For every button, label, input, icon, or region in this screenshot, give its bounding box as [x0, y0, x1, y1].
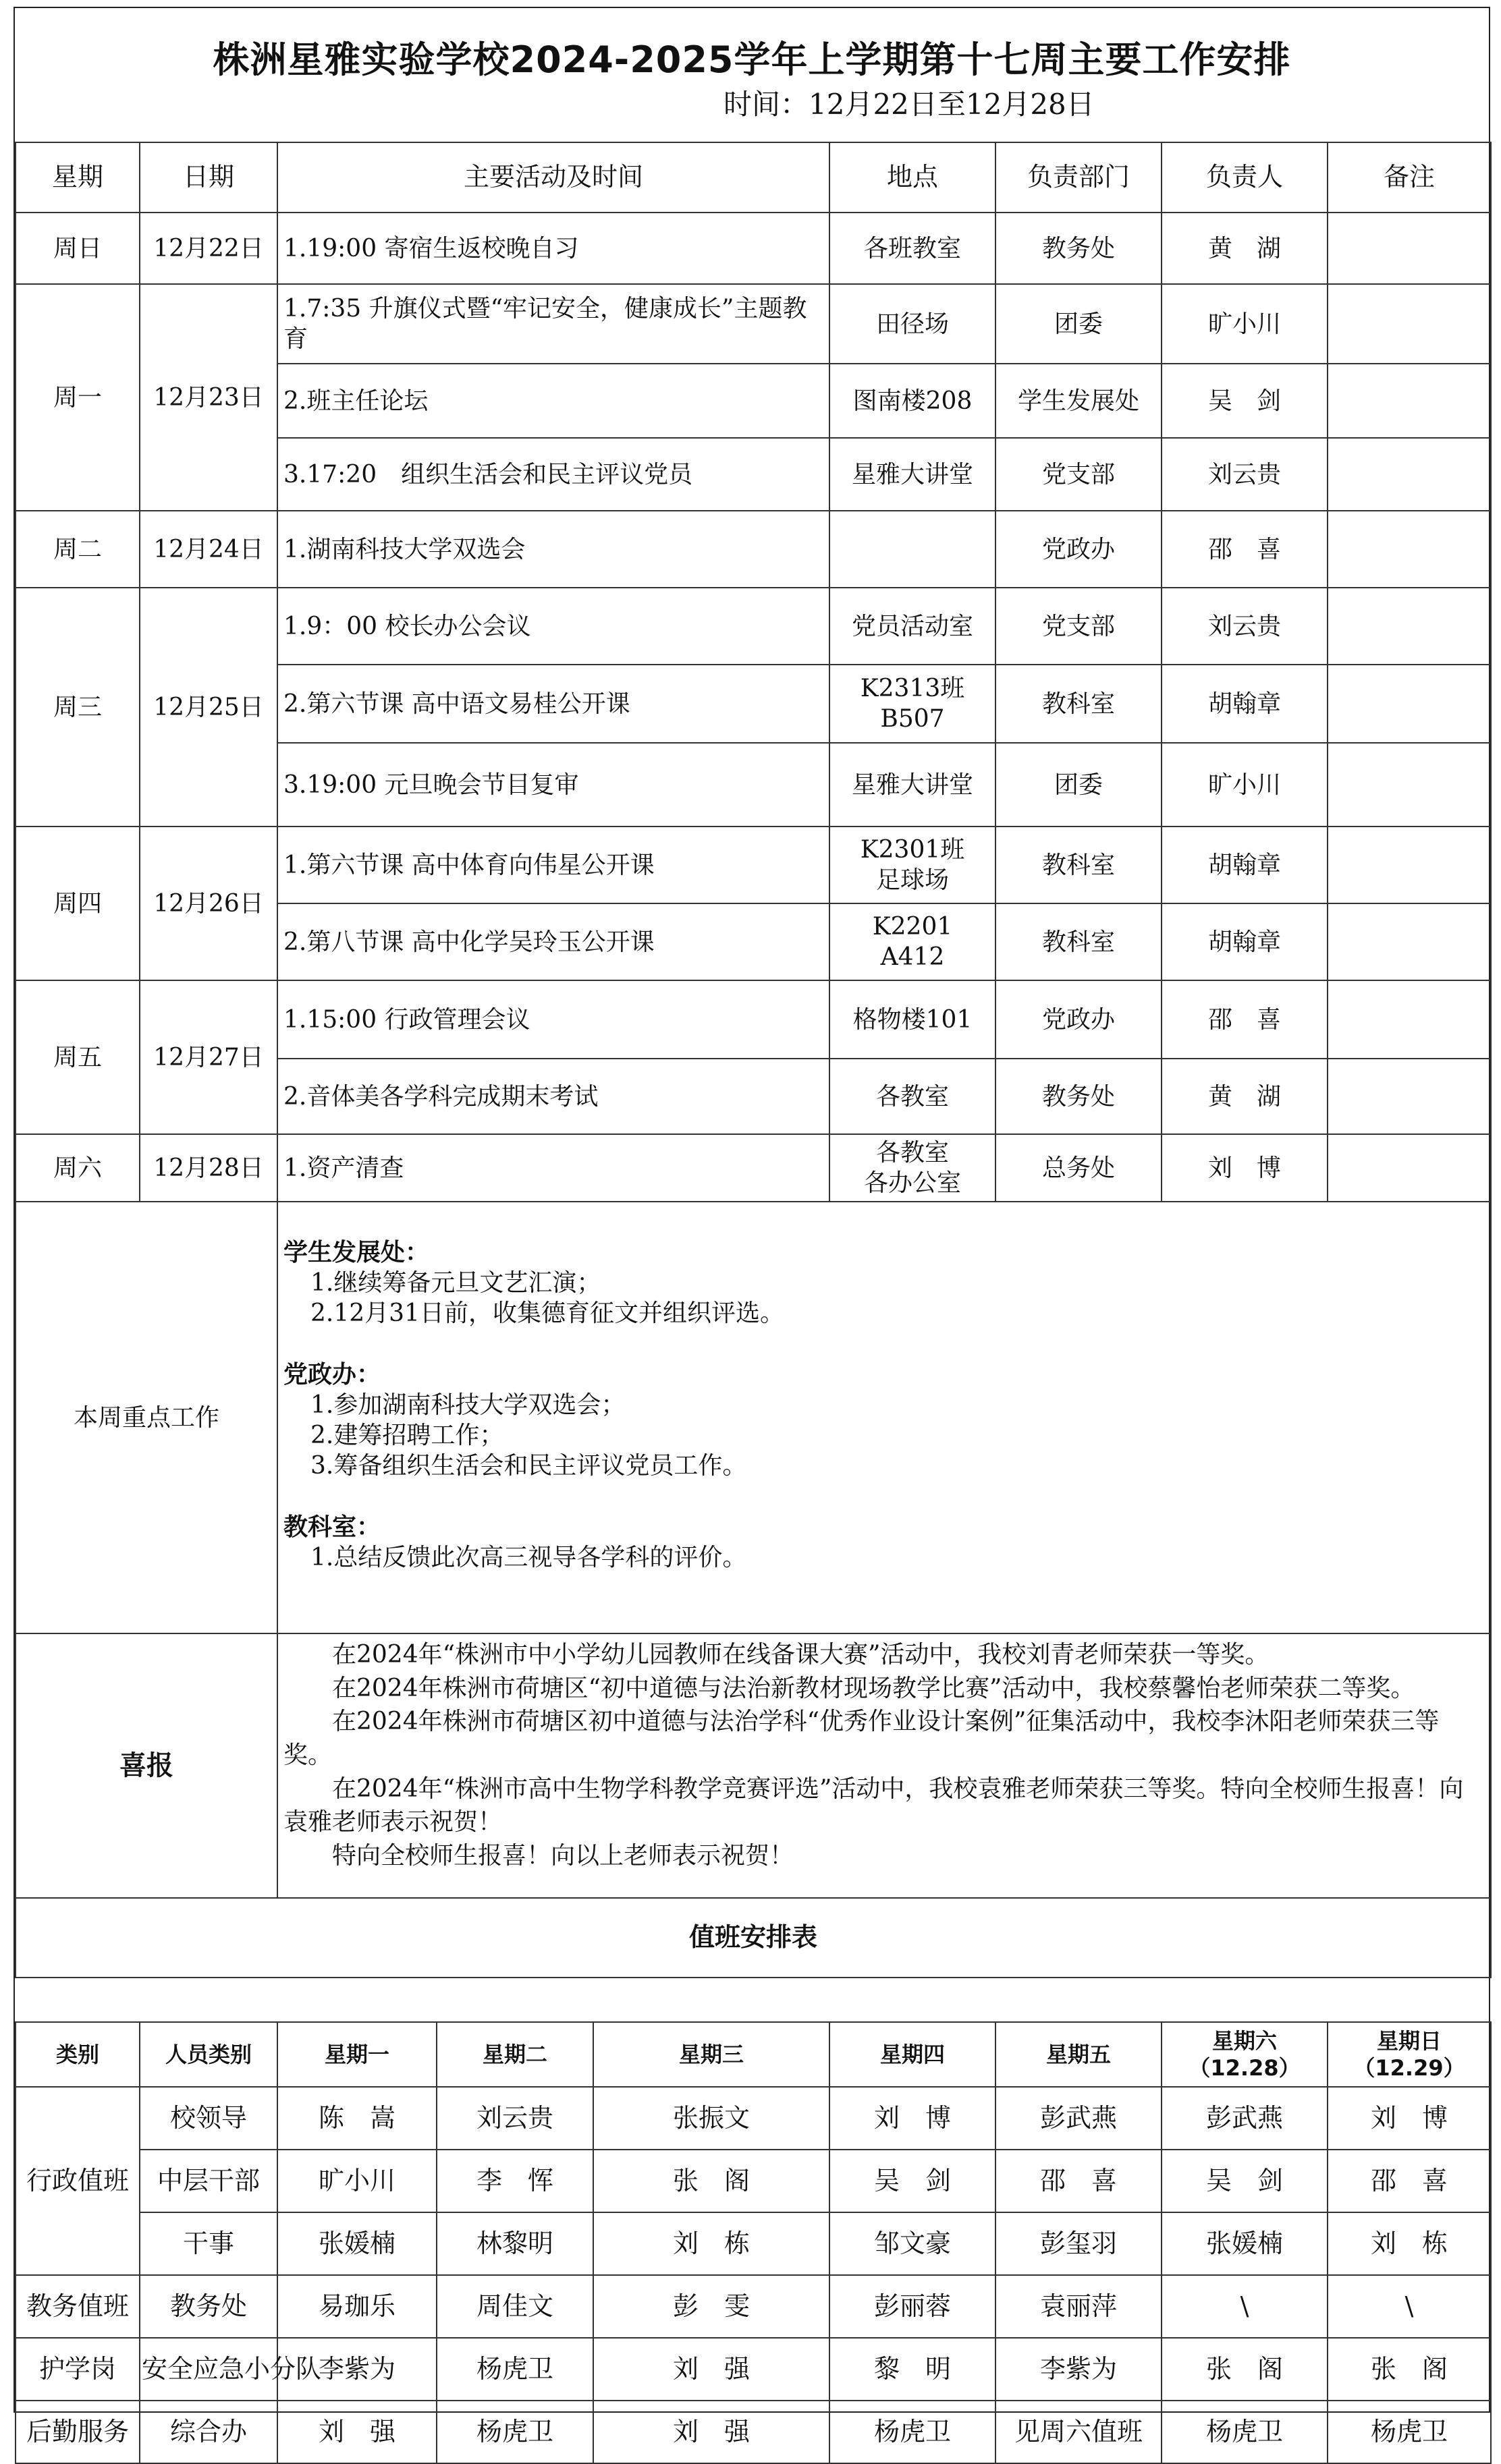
table-row	[16, 827, 1491, 903]
dept-cell: 教科室	[995, 903, 1162, 980]
duty-header-role: 人员类别	[140, 2022, 277, 2087]
note-cell	[1328, 438, 1491, 511]
duty-cell: 彭武燕	[1162, 2087, 1328, 2150]
duty-header-sun-date: （12.29）	[1353, 2055, 1465, 2081]
activity-cell: 1.资产清查	[277, 1134, 829, 1202]
focus-item: 1.继续筹备元旦文艺汇演；	[310, 1269, 601, 1297]
place-cell: 各班教室	[829, 213, 995, 284]
place-line: A412	[880, 943, 945, 971]
note-cell	[1328, 665, 1491, 743]
header-date: 日期	[140, 142, 277, 213]
duty-cell: 张媛楠	[1162, 2212, 1328, 2275]
focus-item: 1.总结反馈此次高三视导各学科的评价。	[310, 1544, 747, 1571]
duty-role: 校领导	[140, 2087, 277, 2150]
activity-cell: 1.9：00 校长办公会议	[277, 588, 829, 665]
dept-cell: 党政办	[995, 980, 1162, 1059]
duty-cell: 袁丽萍	[995, 2275, 1162, 2338]
place-line: 各教室	[875, 1139, 949, 1167]
duty-row	[16, 2275, 1491, 2338]
duty-cell: 林黎明	[437, 2212, 593, 2275]
person-cell: 刘云贵	[1162, 588, 1328, 665]
activity-cell: 1.第六节课 高中体育向伟星公开课	[277, 827, 829, 903]
note-cell	[1328, 743, 1491, 827]
duty-role: 中层干部	[140, 2150, 277, 2212]
duty-header-sat-date: （12.28）	[1189, 2055, 1301, 2081]
date-cell: 12月24日	[140, 511, 277, 588]
note-cell	[1328, 1059, 1491, 1134]
duty-row	[16, 2087, 1491, 2150]
duty-cell: 刘 强	[277, 2401, 437, 2463]
table-row	[16, 1134, 1491, 1202]
duty-cell: 彭武燕	[995, 2087, 1162, 2150]
duty-cell: 杨虎卫	[437, 2338, 593, 2401]
duty-cell: 杨虎卫	[437, 2401, 593, 2463]
day-cell: 周六	[16, 1134, 140, 1202]
schedule-sheet	[13, 7, 1490, 2446]
place-cell	[829, 511, 995, 588]
note-cell	[1328, 284, 1491, 364]
duty-cell: 张媛楠	[277, 2212, 437, 2275]
date-cell: 12月23日	[140, 284, 277, 511]
dept-cell: 党政办	[995, 511, 1162, 588]
person-cell: 胡翰章	[1162, 827, 1328, 903]
activity-cell: 1.7:35 升旗仪式暨“牢记安全，健康成长”主题教育	[277, 284, 829, 364]
news-row	[16, 1633, 1491, 1898]
activity-cell: 3.17:20 组织生活会和民主评议党员	[277, 438, 829, 511]
focus-item: 3.筹备组织生活会和民主评议党员工作。	[310, 1452, 747, 1480]
duty-cell: \	[1328, 2275, 1491, 2338]
duty-group: 后勤服务	[16, 2401, 140, 2463]
duty-cell: 张 阁	[1162, 2338, 1328, 2401]
focus-content	[277, 1202, 1491, 1633]
table-row	[16, 213, 1491, 284]
duty-cell: 吴 剑	[829, 2150, 995, 2212]
header-day: 星期	[16, 142, 140, 213]
duty-cell: 彭 雯	[593, 2275, 829, 2338]
duty-cell: 见周六值班	[995, 2401, 1162, 2463]
schedule-table	[15, 142, 1492, 1978]
duty-cell: 旷小川	[277, 2150, 437, 2212]
dept-cell: 教科室	[995, 827, 1162, 903]
person-cell: 旷小川	[1162, 284, 1328, 364]
place-cell: 星雅大讲堂	[829, 743, 995, 827]
person-cell: 吴 剑	[1162, 364, 1328, 438]
date-cell: 12月27日	[140, 980, 277, 1134]
focus-row	[16, 1202, 1491, 1633]
person-cell: 胡翰章	[1162, 903, 1328, 980]
duty-row	[16, 2401, 1491, 2463]
duty-role: 教务处	[140, 2275, 277, 2338]
header-dept: 负责部门	[995, 142, 1162, 213]
duty-cell: 邵 喜	[1328, 2150, 1491, 2212]
duty-table	[15, 2021, 1492, 2464]
focus-group-head: 教科室：	[283, 1513, 381, 1541]
header-person: 负责人	[1162, 142, 1328, 213]
duty-cell: 黎 明	[829, 2338, 995, 2401]
person-cell: 刘 博	[1162, 1134, 1328, 1202]
place-cell: 图南楼208	[829, 364, 995, 438]
duty-cell: 周佳文	[437, 2275, 593, 2338]
duty-header-fri: 星期五	[995, 2022, 1162, 2087]
header-place: 地点	[829, 142, 995, 213]
duty-row	[16, 2338, 1491, 2401]
activity-cell: 3.19:00 元旦晚会节目复审	[277, 743, 829, 827]
duty-header-row	[16, 2022, 1491, 2087]
dept-cell: 教科室	[995, 665, 1162, 743]
duty-cell: 李紫为	[995, 2338, 1162, 2401]
duty-cell: 李紫为	[277, 2338, 437, 2401]
person-cell: 刘云贵	[1162, 438, 1328, 511]
news-paragraph: 在2024年“株洲市中小学幼儿园教师在线备课大赛”活动中，我校刘青老师荣获一等奖。	[332, 1641, 1270, 1669]
duty-cell: 刘 博	[829, 2087, 995, 2150]
duty-cell: 李 恽	[437, 2150, 593, 2212]
day-cell: 周一	[16, 284, 140, 511]
duty-header-sun-label: 星期日	[1376, 2028, 1442, 2054]
place-line: B507	[880, 705, 945, 733]
focus-item: 2.12月31日前，收集德育征文并组织评选。	[310, 1299, 784, 1327]
duty-cell: 刘 强	[593, 2401, 829, 2463]
date-cell: 12月28日	[140, 1134, 277, 1202]
duty-cell: 刘 强	[593, 2338, 829, 2401]
focus-item: 1.参加湖南科技大学双选会；	[310, 1391, 626, 1419]
date-cell: 12月26日	[140, 827, 277, 980]
focus-group-head: 学生发展处：	[283, 1238, 430, 1266]
news-paragraph: 特向全校师生报喜！向以上老师表示祝贺！	[332, 1842, 794, 1870]
duty-cell: 刘 博	[1328, 2087, 1491, 2150]
duty-cell: 张 阁	[593, 2150, 829, 2212]
note-cell	[1328, 213, 1491, 284]
duty-header-thu: 星期四	[829, 2022, 995, 2087]
day-cell: 周四	[16, 827, 140, 980]
person-cell: 旷小川	[1162, 743, 1328, 827]
note-cell	[1328, 827, 1491, 903]
dept-cell: 党支部	[995, 438, 1162, 511]
note-cell	[1328, 364, 1491, 438]
place-cell	[829, 827, 995, 903]
place-line: 各办公室	[863, 1169, 961, 1197]
news-label: 喜报	[16, 1633, 277, 1898]
duty-group: 行政值班	[16, 2087, 140, 2275]
note-cell	[1328, 511, 1491, 588]
duty-cell: 吴 剑	[1162, 2150, 1328, 2212]
place-cell: 星雅大讲堂	[829, 438, 995, 511]
place-line: K2313班	[860, 675, 965, 702]
place-cell	[829, 1134, 995, 1202]
note-cell	[1328, 588, 1491, 665]
date-range: 时间：12月22日至12月28日	[724, 88, 1095, 121]
duty-cell: 陈 嵩	[277, 2087, 437, 2150]
duty-group: 教务值班	[16, 2275, 140, 2338]
place-cell	[829, 903, 995, 980]
duty-cell: 杨虎卫	[829, 2401, 995, 2463]
table-row	[16, 284, 1491, 364]
person-cell: 邵 喜	[1162, 980, 1328, 1059]
date-cell: 12月25日	[140, 588, 277, 827]
duty-header-sat	[1162, 2022, 1328, 2087]
duty-cell: 张 阁	[1328, 2338, 1491, 2401]
dept-cell: 总务处	[995, 1134, 1162, 1202]
note-cell	[1328, 980, 1491, 1059]
place-cell: 党员活动室	[829, 588, 995, 665]
duty-cell: 张振文	[593, 2087, 829, 2150]
news-paragraph: 在2024年株洲市荷塘区初中道德与法治学科“优秀作业设计案例”征集活动中，我校李沐阳老师荣获三等奖。	[283, 1708, 1440, 1770]
activity-cell: 1.湖南科技大学双选会	[277, 511, 829, 588]
duty-row	[16, 2150, 1491, 2212]
duty-cell: \	[1162, 2275, 1328, 2338]
activity-cell: 2.班主任论坛	[277, 364, 829, 438]
duty-cell: 杨虎卫	[1162, 2401, 1328, 2463]
table-row	[16, 588, 1491, 665]
place-line: K2301班	[860, 836, 965, 864]
duty-cell: 彭玺羽	[995, 2212, 1162, 2275]
dept-cell: 教务处	[995, 213, 1162, 284]
duty-group: 护学岗	[16, 2338, 140, 2401]
duty-header-sun	[1328, 2022, 1491, 2087]
table-row	[16, 980, 1491, 1059]
news-paragraph: 在2024年“株洲市高中生物学科教学竞赛评选”活动中，我校袁雅老师荣获三等奖。特向全校师生报喜！向袁雅老师表示祝贺！	[283, 1774, 1464, 1837]
place-line: K2201	[872, 913, 953, 941]
place-line: 足球场	[875, 866, 949, 894]
person-cell: 邵 喜	[1162, 511, 1328, 588]
table-row	[16, 511, 1491, 588]
note-cell	[1328, 1134, 1491, 1202]
duty-header-wed: 星期三	[593, 2022, 829, 2087]
duty-header-cat: 类别	[16, 2022, 140, 2087]
activity-cell: 2.音体美各学科完成期末考试	[277, 1059, 829, 1134]
focus-item: 2.建筹招聘工作；	[310, 1422, 504, 1449]
duty-row	[16, 2212, 1491, 2275]
activity-cell: 2.第八节课 高中化学吴玲玉公开课	[277, 903, 829, 980]
person-cell: 黄 湖	[1162, 1059, 1328, 1134]
duty-cell: 邹文豪	[829, 2212, 995, 2275]
note-cell	[1328, 903, 1491, 980]
activity-cell: 1.19:00 寄宿生返校晚自习	[277, 213, 829, 284]
header-row	[16, 142, 1491, 213]
dept-cell: 团委	[995, 743, 1162, 827]
activity-cell: 1.15:00 行政管理会议	[277, 980, 829, 1059]
duty-header-tue: 星期二	[437, 2022, 593, 2087]
title-area	[15, 8, 1489, 143]
dept-cell: 党支部	[995, 588, 1162, 665]
dept-cell: 学生发展处	[995, 364, 1162, 438]
focus-label: 本周重点工作	[16, 1202, 277, 1633]
day-cell: 周日	[16, 213, 140, 284]
day-cell: 周五	[16, 980, 140, 1134]
duty-cell: 刘云贵	[437, 2087, 593, 2150]
duty-cell: 刘 栋	[593, 2212, 829, 2275]
dept-cell: 团委	[995, 284, 1162, 364]
duty-role: 综合办	[140, 2401, 277, 2463]
day-cell: 周三	[16, 588, 140, 827]
duty-header-sat-label: 星期六	[1211, 2028, 1277, 2054]
duty-cell: 刘 栋	[1328, 2212, 1491, 2275]
dept-cell: 教务处	[995, 1059, 1162, 1134]
header-activity: 主要活动及时间	[277, 142, 829, 213]
duty-header-mon: 星期一	[277, 2022, 437, 2087]
duty-role: 干事	[140, 2212, 277, 2275]
news-paragraph: 在2024年株洲市荷塘区“初中道德与法治新教材现场教学比赛”活动中，我校蔡馨怡老师荣获二等奖。	[332, 1674, 1415, 1702]
duty-title: 值班安排表	[16, 1898, 1491, 1978]
news-content	[277, 1633, 1491, 1898]
place-cell: 田径场	[829, 284, 995, 364]
date-cell: 12月22日	[140, 213, 277, 284]
place-cell: 各教室	[829, 1059, 995, 1134]
page-title: 株洲星雅实验学校2024-2025学年上学期第十七周主要工作安排	[213, 38, 1291, 81]
duty-cell: 易珈乐	[277, 2275, 437, 2338]
duty-cell: 杨虎卫	[1328, 2401, 1491, 2463]
place-cell: 格物楼101	[829, 980, 995, 1059]
duty-cell: 彭丽蓉	[829, 2275, 995, 2338]
person-cell: 黄 湖	[1162, 213, 1328, 284]
duty-role: 安全应急小分队	[140, 2338, 277, 2401]
place-cell	[829, 665, 995, 743]
activity-cell: 2.第六节课 高中语文易桂公开课	[277, 665, 829, 743]
focus-group-head: 党政办：	[283, 1360, 381, 1389]
person-cell: 胡翰章	[1162, 665, 1328, 743]
duty-title-row	[16, 1898, 1491, 1978]
header-note: 备注	[1328, 142, 1491, 213]
day-cell: 周二	[16, 511, 140, 588]
duty-cell: 邵 喜	[995, 2150, 1162, 2212]
